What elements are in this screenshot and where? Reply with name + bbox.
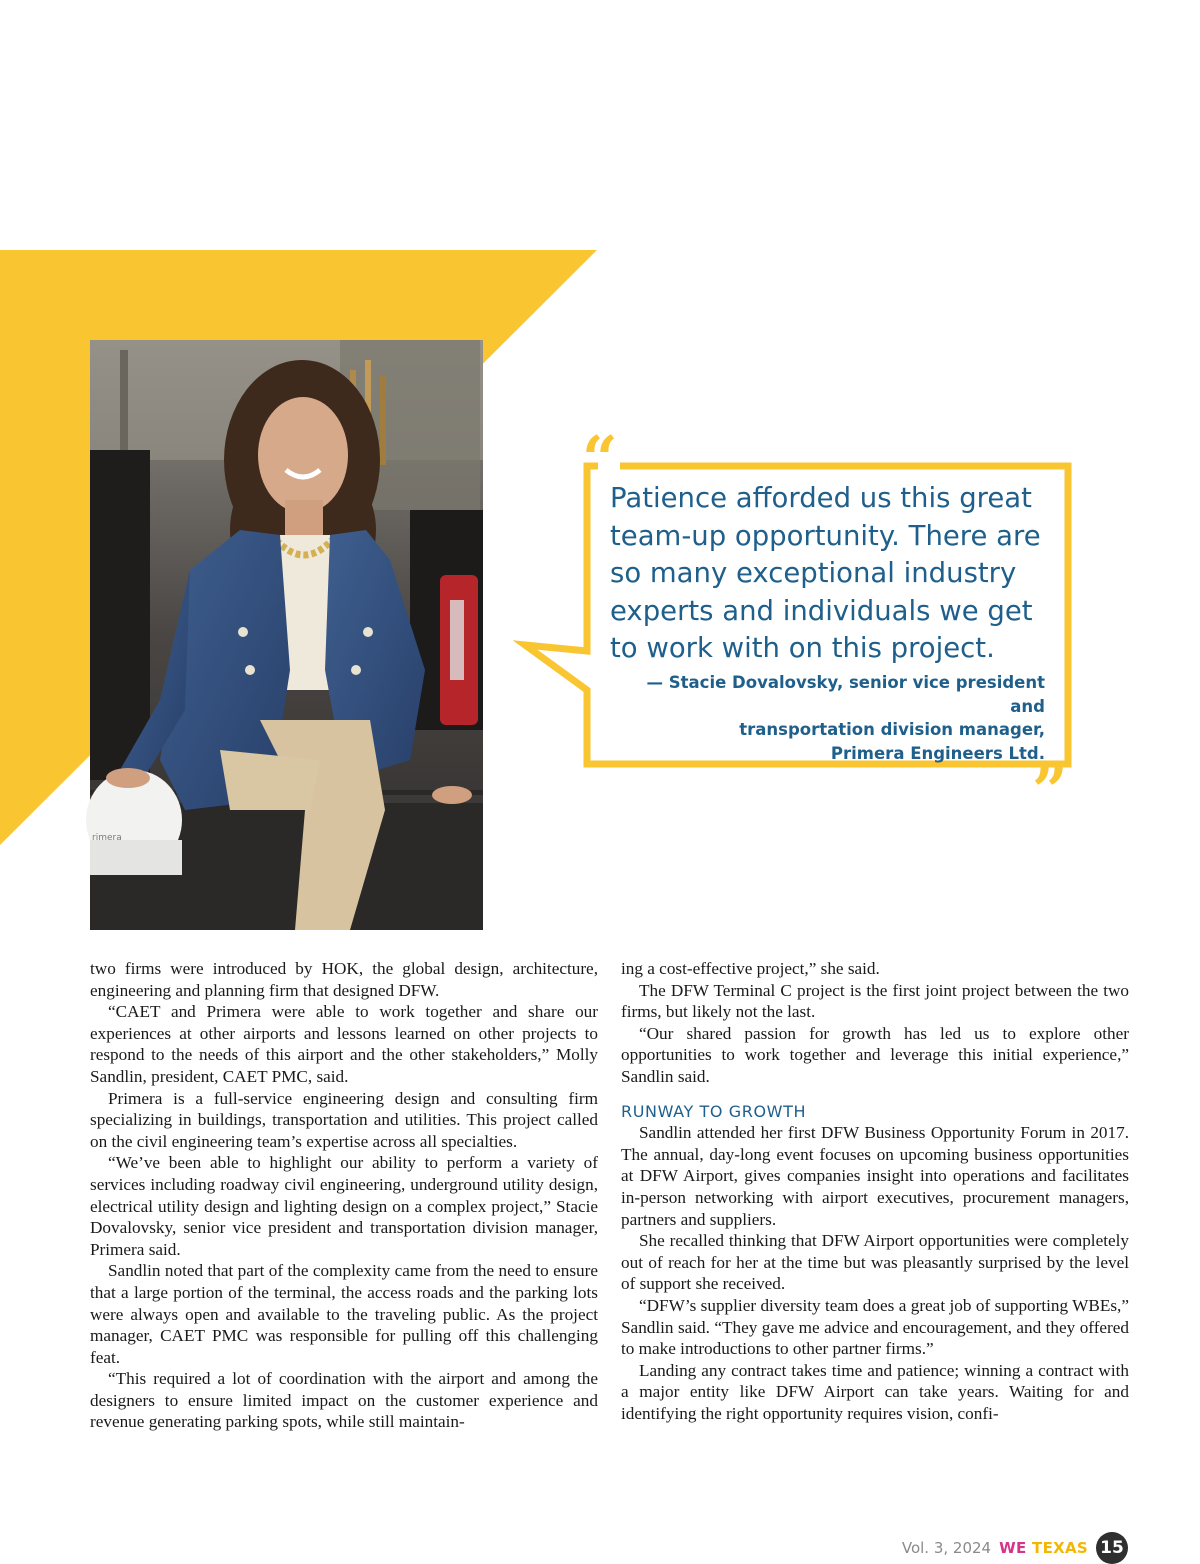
paragraph: “Our shared passion for growth has led us to explore other opportunities to work together and leverage this initial experience,” Sandlin said. <box>621 1023 1129 1086</box>
paragraph: Primera is a full-service engineering design and consulting firm specializing in buildings, transportation and utilities. This project called on the civil engineering team’s expertise across all specialties. <box>90 1088 598 1151</box>
attribution-line-2: transportation division manager, <box>739 720 1045 739</box>
paragraph: Landing any contract takes time and patience; winning a contract with a major entity like DFW Airport can take years. Waiting for and identifying the right opportunity requires vision, confi- <box>621 1360 1129 1423</box>
paragraph: Sandlin noted that part of the complexity came from the need to ensure that a large portion of the terminal, the access roads and the parking lots were always open and available to the traveling public. As the project manager, CAET PMC was responsible for pulling off this challenging feat. <box>90 1261 598 1367</box>
quote-text: Patience afforded us this great team-up opportunity. There are so many exceptional industry experts and individuals we get to work with on this project. <box>610 482 1041 664</box>
attribution-line-3: Primera Engineers Ltd. <box>830 743 1045 763</box>
portrait-photo <box>90 340 483 930</box>
quote-attribution <box>610 671 1045 765</box>
paragraph: ing a cost-effective project,” she said. <box>621 959 880 978</box>
magazine-brand <box>999 1539 1088 1557</box>
volume-label: Vol. 3, 2024 <box>901 1539 992 1557</box>
brand-texas: TEXAS <box>1032 1539 1088 1557</box>
brand-we: WE <box>999 1539 1027 1557</box>
paragraph: two firms were introduced by HOK, the global design, architecture, engineering and planning firm that designed DFW. <box>90 959 598 1000</box>
page-number: 15 <box>1096 1532 1128 1564</box>
paragraph: “We’ve been able to highlight our ability to perform a variety of services including roadway civil engineering, underground utility design, electrical utility design and lighting design on a complex project,” Stacie Dovalovsky, senior vice president and transportation division manager, Primera said. <box>90 1153 598 1259</box>
paragraph: “This required a lot of coordination with the airport and among the designers to ensure limited impact on the customer experience and revenue generating parking spots, while still maintain- <box>90 1369 598 1432</box>
page-footer <box>902 1532 1128 1564</box>
helmet-logo-text: rimera <box>92 833 122 843</box>
paragraph: She recalled thinking that DFW Airport opportunities were completely out of reach for her at the time but was pleasantly surprised by the level of support she received. <box>621 1231 1129 1294</box>
article-column-right <box>621 958 1129 1424</box>
pull-quote <box>520 422 1080 827</box>
open-quote-mark: “ <box>582 422 618 495</box>
attribution-line-1: — Stacie Dovalovsky, senior vice president and <box>646 673 1045 716</box>
article-column-left <box>90 958 598 1433</box>
close-quote-mark: ” <box>1032 754 1068 827</box>
section-heading: RUNWAY TO GROWTH <box>621 1101 807 1121</box>
paragraph: “DFW’s supplier diversity team does a great job of supporting WBEs,” Sandlin said. “They gave me advice and encouragement, and they offered to make introductions to other partner firms.” <box>621 1295 1129 1359</box>
paragraph: “CAET and Primera were able to work together and share our experiences at other airports and lessons learned on other projects to respond to the needs of this airport and the other stakeholders,” Molly Sandlin, president, CAET PMC, said. <box>90 1002 598 1086</box>
paragraph: The DFW Terminal C project is the first joint project between the two firms, but likely not the last. <box>621 980 1129 1022</box>
paragraph: Sandlin attended her first DFW Business Opportunity Forum in 2017. The annual, day-long event focuses on upcoming business opportunities at DFW Airport, gives companies insight into operations and facilitates in-person networking with airport executives, procurement managers, partners and suppliers. <box>621 1123 1129 1229</box>
